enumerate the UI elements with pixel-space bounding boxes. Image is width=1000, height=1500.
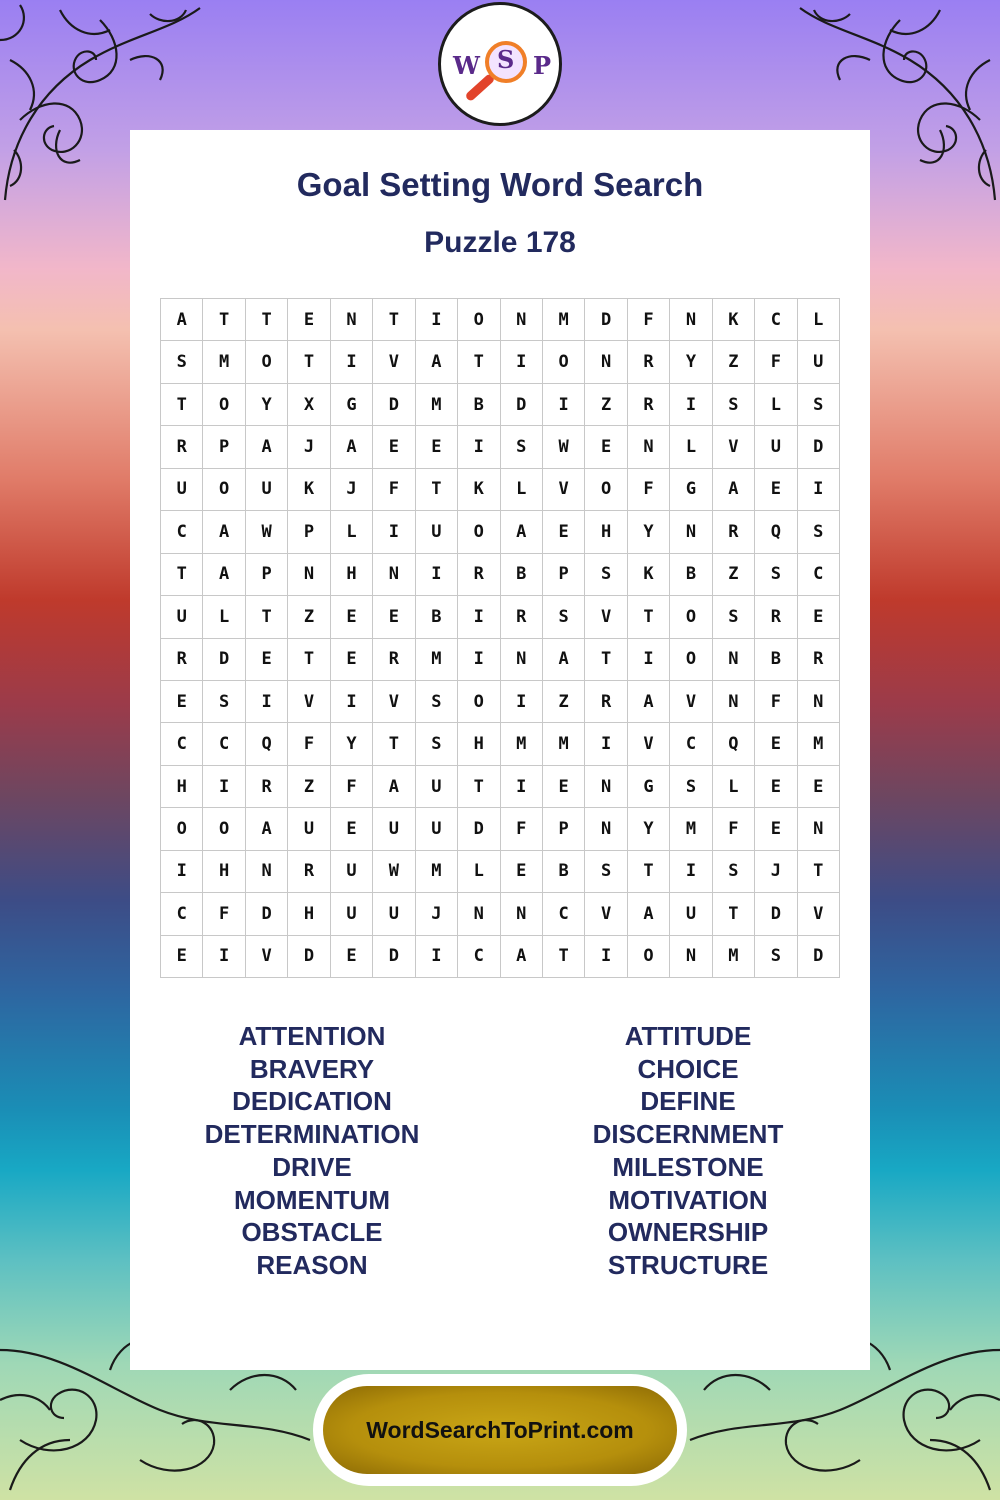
grid-cell[interactable]: P xyxy=(288,511,330,553)
grid-cell[interactable]: N xyxy=(670,936,712,978)
grid-cell[interactable]: T xyxy=(416,469,458,511)
grid-cell[interactable]: J xyxy=(331,469,373,511)
puzzle-number: Puzzle 178 xyxy=(424,226,576,259)
word-list-item: OWNERSHIP xyxy=(607,1217,769,1248)
grid-cell[interactable]: R xyxy=(755,596,797,638)
footer-badge xyxy=(313,1374,687,1486)
grid-cell[interactable]: E xyxy=(755,766,797,808)
grid-cell[interactable]: W xyxy=(373,851,415,893)
grid-cell[interactable]: B xyxy=(458,384,500,426)
grid-cell[interactable]: Z xyxy=(288,596,330,638)
grid-cell[interactable]: C xyxy=(458,936,500,978)
grid-cell[interactable]: S xyxy=(713,596,755,638)
grid-cell[interactable]: U xyxy=(373,808,415,850)
grid-cell[interactable]: T xyxy=(628,596,670,638)
grid-cell[interactable]: I xyxy=(331,681,373,723)
grid-cell[interactable]: E xyxy=(331,639,373,681)
grid-cell[interactable]: O xyxy=(203,469,245,511)
word-list-item: ATTITUDE xyxy=(624,1021,752,1051)
grid-cell[interactable]: F xyxy=(501,808,543,850)
grid-cell[interactable]: V xyxy=(373,341,415,383)
grid-cell[interactable]: R xyxy=(713,511,755,553)
grid-cell[interactable]: U xyxy=(161,469,203,511)
grid-cell[interactable]: F xyxy=(331,766,373,808)
grid-cell[interactable]: I xyxy=(798,469,840,511)
grid-cell[interactable]: B xyxy=(755,639,797,681)
grid-cell[interactable]: O xyxy=(543,341,585,383)
grid-cell[interactable]: Y xyxy=(246,384,288,426)
grid-cell[interactable]: C xyxy=(798,554,840,596)
grid-cell[interactable]: K xyxy=(288,469,330,511)
grid-cell[interactable]: Z xyxy=(585,384,627,426)
grid-cell[interactable]: D xyxy=(458,808,500,850)
grid-cell[interactable]: L xyxy=(501,469,543,511)
grid-cell[interactable]: N xyxy=(585,766,627,808)
grid-cell[interactable]: A xyxy=(501,936,543,978)
grid-cell[interactable]: N xyxy=(585,808,627,850)
word-list-item: MILESTONE xyxy=(612,1151,764,1182)
grid-cell[interactable]: M xyxy=(501,723,543,765)
site-logo[interactable] xyxy=(438,2,562,126)
word-list-item: CHOICE xyxy=(637,1053,739,1084)
grid-cell[interactable]: G xyxy=(628,766,670,808)
grid-cell[interactable]: F xyxy=(203,893,245,935)
grid-cell[interactable]: U xyxy=(416,511,458,553)
grid-cell[interactable]: W xyxy=(246,511,288,553)
grid-cell[interactable]: N xyxy=(670,299,712,341)
word-list-left xyxy=(147,1020,477,1282)
grid-cell[interactable]: E xyxy=(416,426,458,468)
grid-cell[interactable]: X xyxy=(288,384,330,426)
grid-cell[interactable]: B xyxy=(416,596,458,638)
grid-cell[interactable]: P xyxy=(246,554,288,596)
grid-cell[interactable]: D xyxy=(755,893,797,935)
grid-cell[interactable]: E xyxy=(755,723,797,765)
grid-cell[interactable]: T xyxy=(246,299,288,341)
grid-cell[interactable]: U xyxy=(161,596,203,638)
grid-cell[interactable]: I xyxy=(458,639,500,681)
logo-letter-w: W xyxy=(453,51,480,80)
grid-cell[interactable]: F xyxy=(755,341,797,383)
word-list-item: STRUCTURE xyxy=(607,1249,769,1280)
grid-cell[interactable]: F xyxy=(713,808,755,850)
grid-cell[interactable]: N xyxy=(501,893,543,935)
grid-cell[interactable]: R xyxy=(246,766,288,808)
grid-cell[interactable]: S xyxy=(161,341,203,383)
grid-cell[interactable]: Z xyxy=(713,554,755,596)
grid-cell[interactable]: E xyxy=(543,511,585,553)
grid-cell[interactable]: T xyxy=(628,851,670,893)
grid-cell[interactable]: U xyxy=(416,766,458,808)
grid-cell[interactable]: W xyxy=(543,426,585,468)
grid-cell[interactable]: T xyxy=(458,341,500,383)
grid-cell[interactable]: I xyxy=(203,936,245,978)
grid-cell[interactable]: R xyxy=(628,341,670,383)
grid-cell[interactable]: S xyxy=(713,851,755,893)
grid-cell[interactable]: D xyxy=(798,426,840,468)
word-list-item: DETERMINATION xyxy=(204,1119,420,1150)
grid-cell[interactable]: N xyxy=(501,299,543,341)
grid-cell[interactable]: A xyxy=(543,639,585,681)
grid-cell[interactable]: I xyxy=(458,426,500,468)
grid-cell[interactable]: L xyxy=(203,596,245,638)
grid-cell[interactable]: N xyxy=(670,511,712,553)
grid-cell[interactable]: R xyxy=(161,426,203,468)
grid-cell[interactable]: R xyxy=(373,639,415,681)
grid-cell[interactable]: N xyxy=(458,893,500,935)
grid-cell[interactable]: S xyxy=(416,681,458,723)
grid-cell[interactable]: T xyxy=(203,299,245,341)
grid-cell[interactable]: T xyxy=(288,639,330,681)
grid-cell[interactable]: E xyxy=(331,808,373,850)
grid-cell[interactable]: M xyxy=(798,723,840,765)
grid-cell[interactable]: O xyxy=(203,808,245,850)
grid-cell[interactable]: E xyxy=(161,681,203,723)
grid-cell[interactable]: M xyxy=(713,936,755,978)
grid-cell[interactable]: Z xyxy=(288,766,330,808)
grid-cell[interactable]: Z xyxy=(543,681,585,723)
grid-cell[interactable]: F xyxy=(288,723,330,765)
grid-cell[interactable]: L xyxy=(458,851,500,893)
grid-cell[interactable]: K xyxy=(628,554,670,596)
grid-cell[interactable]: E xyxy=(798,596,840,638)
grid-cell[interactable]: T xyxy=(373,723,415,765)
grid-cell[interactable]: T xyxy=(543,936,585,978)
grid-cell[interactable]: H xyxy=(331,554,373,596)
grid-cell[interactable]: E xyxy=(373,426,415,468)
grid-cell[interactable]: I xyxy=(161,851,203,893)
grid-cell[interactable]: F xyxy=(628,469,670,511)
grid-cell[interactable]: I xyxy=(203,766,245,808)
grid-cell[interactable]: K xyxy=(713,299,755,341)
grid-cell[interactable]: S xyxy=(543,596,585,638)
grid-cell[interactable]: S xyxy=(713,384,755,426)
grid-cell[interactable]: R xyxy=(585,681,627,723)
grid-cell[interactable]: D xyxy=(798,936,840,978)
grid-cell[interactable]: D xyxy=(585,299,627,341)
grid-cell[interactable]: I xyxy=(373,511,415,553)
grid-cell[interactable]: Z xyxy=(713,341,755,383)
grid-cell[interactable]: U xyxy=(416,808,458,850)
grid-cell[interactable]: V xyxy=(713,426,755,468)
grid-cell[interactable]: Q xyxy=(755,511,797,553)
grid-cell[interactable]: E xyxy=(288,299,330,341)
grid-cell[interactable]: R xyxy=(288,851,330,893)
grid-cell[interactable]: O xyxy=(203,384,245,426)
grid-cell[interactable]: S xyxy=(670,766,712,808)
grid-cell[interactable]: S xyxy=(798,384,840,426)
grid-cell[interactable]: A xyxy=(713,469,755,511)
grid-cell[interactable]: D xyxy=(288,936,330,978)
grid-cell[interactable]: T xyxy=(373,299,415,341)
page-title: Goal Setting Word Search xyxy=(296,166,704,203)
grid-cell[interactable]: M xyxy=(203,341,245,383)
grid-cell[interactable]: E xyxy=(543,766,585,808)
grid-cell[interactable]: H xyxy=(288,893,330,935)
grid-cell[interactable]: U xyxy=(670,893,712,935)
grid-cell[interactable]: P xyxy=(543,808,585,850)
grid-cell[interactable]: N xyxy=(585,341,627,383)
grid-cell[interactable]: I xyxy=(628,639,670,681)
grid-cell[interactable]: J xyxy=(755,851,797,893)
grid-cell[interactable]: D xyxy=(203,639,245,681)
grid-cell[interactable]: I xyxy=(501,681,543,723)
grid-cell[interactable]: H xyxy=(458,723,500,765)
grid-cell[interactable]: E xyxy=(331,936,373,978)
grid-cell[interactable]: B xyxy=(501,554,543,596)
word-list-right xyxy=(523,1020,853,1282)
grid-cell[interactable]: Q xyxy=(246,723,288,765)
grid-cell[interactable]: T xyxy=(713,893,755,935)
grid-cell[interactable]: S xyxy=(203,681,245,723)
grid-cell[interactable]: L xyxy=(670,426,712,468)
grid-cell[interactable]: N xyxy=(798,808,840,850)
grid-cell[interactable]: U xyxy=(373,893,415,935)
grid-cell[interactable]: I xyxy=(331,341,373,383)
grid-cell[interactable]: R xyxy=(161,639,203,681)
grid-cell[interactable]: M xyxy=(670,808,712,850)
grid-cell[interactable]: B xyxy=(543,851,585,893)
grid-cell[interactable]: A xyxy=(161,299,203,341)
grid-cell[interactable]: A xyxy=(628,893,670,935)
grid-cell[interactable]: N xyxy=(713,681,755,723)
grid-cell[interactable]: Y xyxy=(670,341,712,383)
grid-cell[interactable]: L xyxy=(798,299,840,341)
word-list-item: DISCERNMENT xyxy=(592,1119,784,1150)
grid-cell[interactable]: I xyxy=(501,341,543,383)
grid-cell[interactable]: L xyxy=(331,511,373,553)
letter-grid[interactable] xyxy=(160,298,840,978)
grid-cell[interactable]: O xyxy=(458,681,500,723)
grid-cell[interactable]: A xyxy=(373,766,415,808)
grid-cell[interactable]: O xyxy=(670,639,712,681)
grid-cell[interactable]: I xyxy=(458,596,500,638)
grid-cell[interactable]: U xyxy=(331,851,373,893)
grid-cell[interactable]: G xyxy=(670,469,712,511)
grid-cell[interactable]: S xyxy=(755,554,797,596)
grid-cell[interactable]: V xyxy=(798,893,840,935)
grid-cell[interactable]: E xyxy=(585,426,627,468)
grid-cell[interactable]: L xyxy=(755,384,797,426)
grid-cell[interactable]: I xyxy=(543,384,585,426)
grid-cell[interactable]: H xyxy=(161,766,203,808)
grid-cell[interactable]: M xyxy=(543,723,585,765)
grid-cell[interactable]: E xyxy=(798,766,840,808)
grid-cell[interactable]: S xyxy=(798,511,840,553)
grid-cell[interactable]: U xyxy=(246,469,288,511)
site-link[interactable]: WordSearchToPrint.com xyxy=(323,1386,677,1474)
word-list-item: MOMENTUM xyxy=(234,1184,390,1215)
grid-cell[interactable]: A xyxy=(203,554,245,596)
grid-cell[interactable]: O xyxy=(246,341,288,383)
grid-cell[interactable]: J xyxy=(288,426,330,468)
grid-cell[interactable]: I xyxy=(416,299,458,341)
grid-cell[interactable]: O xyxy=(628,936,670,978)
grid-cell[interactable]: N xyxy=(798,681,840,723)
grid-cell[interactable]: H xyxy=(585,511,627,553)
grid-cell[interactable]: F xyxy=(755,681,797,723)
grid-cell[interactable]: V xyxy=(585,893,627,935)
grid-cell[interactable]: V xyxy=(585,596,627,638)
grid-cell[interactable]: I xyxy=(246,681,288,723)
grid-cell[interactable]: R xyxy=(458,554,500,596)
grid-cell[interactable]: B xyxy=(670,554,712,596)
grid-cell[interactable]: S xyxy=(585,851,627,893)
grid-cell[interactable]: S xyxy=(501,426,543,468)
grid-cell[interactable]: C xyxy=(161,723,203,765)
word-list-item: DRIVE xyxy=(272,1151,352,1182)
puzzle-sheet xyxy=(130,130,870,1370)
grid-cell[interactable]: N xyxy=(331,299,373,341)
grid-cell[interactable]: M xyxy=(416,384,458,426)
word-list-item: OBSTACLE xyxy=(241,1217,383,1248)
grid-cell[interactable]: C xyxy=(161,893,203,935)
grid-cell[interactable]: N xyxy=(373,554,415,596)
grid-cell[interactable]: J xyxy=(416,893,458,935)
grid-cell[interactable]: F xyxy=(628,299,670,341)
grid-cell[interactable]: I xyxy=(585,936,627,978)
grid-cell[interactable]: E xyxy=(755,808,797,850)
grid-cell[interactable]: Q xyxy=(713,723,755,765)
grid-cell[interactable]: A xyxy=(246,426,288,468)
grid-cell[interactable]: N xyxy=(246,851,288,893)
grid-cell[interactable]: D xyxy=(373,936,415,978)
grid-cell[interactable]: N xyxy=(713,639,755,681)
grid-cell[interactable]: D xyxy=(501,384,543,426)
grid-cell[interactable]: D xyxy=(246,893,288,935)
grid-cell[interactable]: C xyxy=(755,299,797,341)
grid-cell[interactable]: U xyxy=(755,426,797,468)
grid-cell[interactable]: I xyxy=(670,384,712,426)
grid-cell[interactable]: D xyxy=(373,384,415,426)
grid-cell[interactable]: P xyxy=(203,426,245,468)
grid-cell[interactable]: V xyxy=(628,723,670,765)
grid-cell[interactable]: V xyxy=(543,469,585,511)
grid-cell[interactable]: M xyxy=(416,851,458,893)
grid-cell[interactable]: O xyxy=(670,596,712,638)
grid-cell[interactable]: E xyxy=(373,596,415,638)
grid-cell[interactable]: A xyxy=(203,511,245,553)
grid-cell[interactable]: E xyxy=(161,936,203,978)
grid-cell[interactable]: R xyxy=(628,384,670,426)
grid-cell[interactable]: C xyxy=(203,723,245,765)
grid-cell[interactable]: Y xyxy=(331,723,373,765)
grid-cell[interactable]: I xyxy=(585,723,627,765)
grid-cell[interactable]: H xyxy=(203,851,245,893)
grid-cell[interactable]: L xyxy=(713,766,755,808)
grid-cell[interactable]: M xyxy=(416,639,458,681)
grid-cell[interactable]: G xyxy=(331,384,373,426)
grid-cell[interactable]: C xyxy=(543,893,585,935)
grid-cell[interactable]: S xyxy=(755,936,797,978)
grid-cell[interactable]: O xyxy=(458,299,500,341)
word-list-item: ATTENTION xyxy=(238,1021,386,1051)
grid-cell[interactable]: E xyxy=(755,469,797,511)
grid-cell[interactable]: T xyxy=(585,639,627,681)
grid-cell[interactable]: T xyxy=(161,384,203,426)
grid-cell[interactable]: F xyxy=(373,469,415,511)
logo-letter-p: P xyxy=(533,51,552,80)
grid-cell[interactable]: T xyxy=(288,341,330,383)
grid-cell[interactable]: N xyxy=(501,639,543,681)
grid-cell[interactable]: Y xyxy=(628,808,670,850)
grid-cell[interactable]: R xyxy=(501,596,543,638)
grid-cell[interactable]: M xyxy=(543,299,585,341)
grid-cell[interactable]: V xyxy=(288,681,330,723)
grid-cell[interactable]: N xyxy=(288,554,330,596)
grid-cell[interactable]: C xyxy=(161,511,203,553)
grid-cell[interactable]: K xyxy=(458,469,500,511)
word-list-item: DEDICATION xyxy=(232,1086,392,1117)
grid-cell[interactable]: A xyxy=(416,341,458,383)
grid-cell[interactable]: U xyxy=(288,808,330,850)
grid-cell[interactable]: E xyxy=(501,851,543,893)
grid-cell[interactable]: N xyxy=(628,426,670,468)
grid-cell[interactable]: I xyxy=(416,554,458,596)
logo-letter-s: S xyxy=(497,45,515,74)
grid-cell[interactable]: S xyxy=(585,554,627,596)
grid-cell[interactable]: U xyxy=(798,341,840,383)
grid-cell[interactable]: I xyxy=(501,766,543,808)
grid-cell[interactable]: T xyxy=(458,766,500,808)
grid-cell[interactable]: P xyxy=(543,554,585,596)
grid-cell[interactable]: O xyxy=(161,808,203,850)
grid-cell[interactable]: V xyxy=(670,681,712,723)
grid-cell[interactable]: C xyxy=(670,723,712,765)
word-list-item: REASON xyxy=(256,1249,368,1280)
grid-cell[interactable]: O xyxy=(458,511,500,553)
word-list-item: DEFINE xyxy=(640,1086,736,1117)
grid-cell[interactable]: U xyxy=(331,893,373,935)
word-list-item: BRAVERY xyxy=(249,1053,375,1084)
grid-cell[interactable]: V xyxy=(246,936,288,978)
grid-cell[interactable]: A xyxy=(628,681,670,723)
grid-cell[interactable]: T xyxy=(161,554,203,596)
grid-cell[interactable]: A xyxy=(501,511,543,553)
grid-cell[interactable]: A xyxy=(246,808,288,850)
grid-cell[interactable]: R xyxy=(798,639,840,681)
grid-cell[interactable]: Y xyxy=(628,511,670,553)
grid-cell[interactable]: E xyxy=(246,639,288,681)
grid-cell[interactable]: A xyxy=(331,426,373,468)
grid-cell[interactable]: V xyxy=(373,681,415,723)
word-list-item: MOTIVATION xyxy=(608,1184,768,1215)
grid-cell[interactable]: T xyxy=(798,851,840,893)
grid-cell[interactable]: S xyxy=(416,723,458,765)
grid-cell[interactable]: I xyxy=(416,936,458,978)
grid-cell[interactable]: I xyxy=(670,851,712,893)
grid-cell[interactable]: O xyxy=(585,469,627,511)
grid-cell[interactable]: E xyxy=(331,596,373,638)
grid-cell[interactable]: T xyxy=(246,596,288,638)
